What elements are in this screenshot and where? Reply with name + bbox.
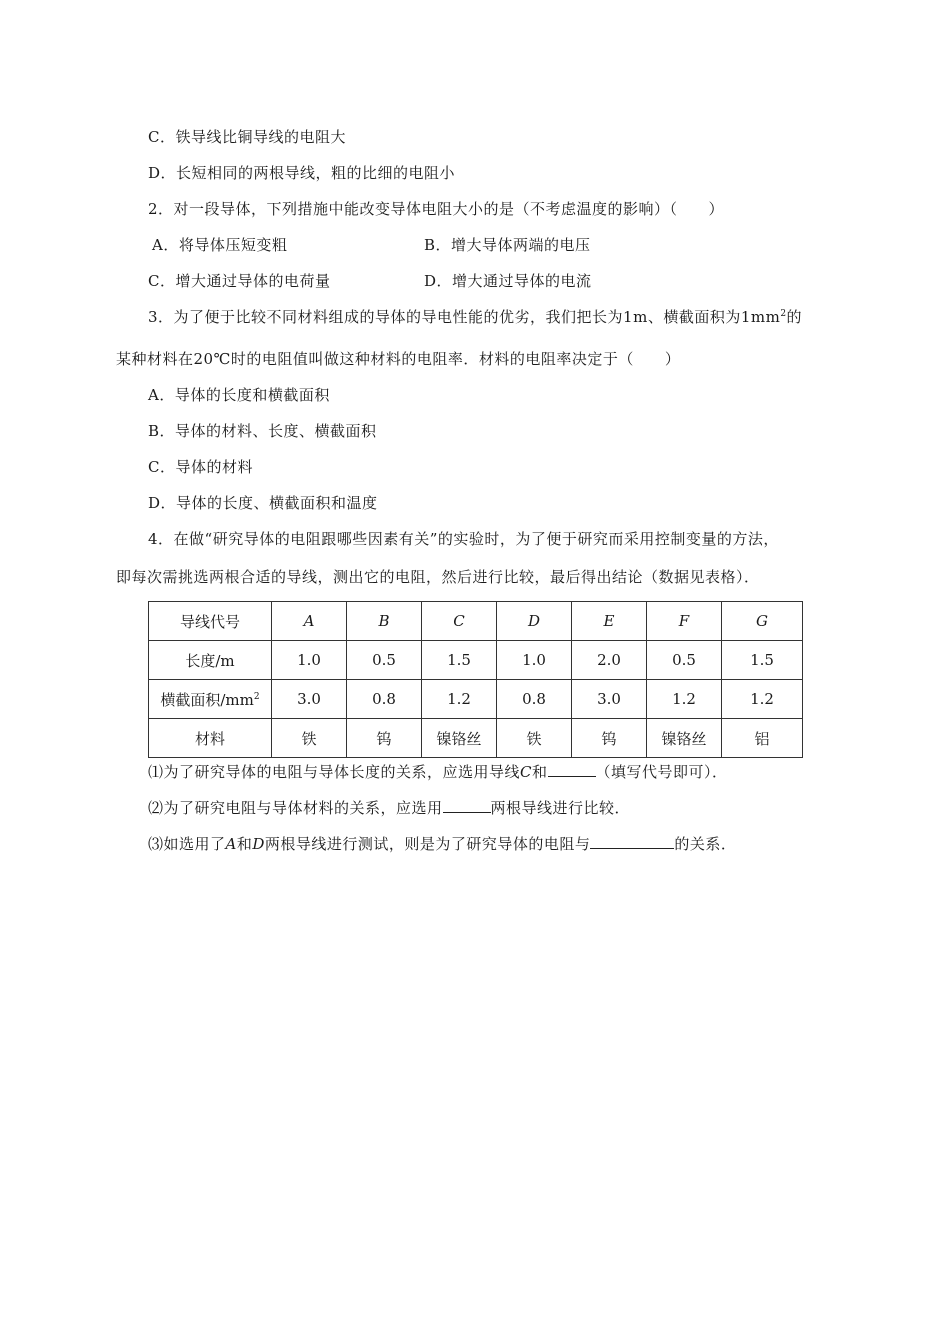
q4-sub3-text: ⑶如选用了 [148, 835, 226, 853]
table-cell: 0.5 [347, 641, 422, 680]
table-cell: 3.0 [572, 680, 647, 719]
table-cell: 铁 [497, 719, 572, 758]
area-label: 横截面积/mm [160, 690, 254, 709]
q4-sub3-wire-d: D [252, 835, 265, 853]
table-row-area [149, 680, 803, 719]
table-cell [149, 680, 272, 719]
table-cell: E [572, 602, 647, 641]
q4-sub1-text: ⑴为了研究导体的电阻与导体长度的关系，应选用导线 [148, 763, 521, 781]
area-label-superscript: 2 [253, 691, 260, 702]
table-cell: 钨 [572, 719, 647, 758]
q4-sub3-and: 和 [236, 835, 253, 853]
wire-data-table [148, 601, 803, 758]
q4-sub1-wire-c: C [520, 763, 532, 781]
q2-option-a: A．将导体压短变粗 [152, 236, 288, 254]
table-cell: 2.0 [572, 641, 647, 680]
table-cell: 3.0 [272, 680, 347, 719]
q4-sub1-and: 和 [532, 763, 548, 781]
q3-option-c: C．导体的材料 [148, 458, 253, 476]
table-row-length [149, 641, 803, 680]
q4-sub3-wire-a: A [225, 835, 237, 853]
table-cell: F [647, 602, 722, 641]
table-cell: 铝 [722, 719, 803, 758]
q4-sub2-text: ⑵为了研究电阻与导体材料的关系，应选用 [148, 799, 443, 817]
q4-sub2-answer-blank[interactable] [443, 798, 491, 813]
table-cell: 1.5 [722, 641, 803, 680]
table-cell: C [422, 602, 497, 641]
table-row-header [149, 602, 803, 641]
table-cell: D [497, 602, 572, 641]
q1-option-d: D．长短相同的两根导线，粗的比细的电阻小 [148, 164, 456, 182]
table-cell: 1.2 [422, 680, 497, 719]
q3-option-a: A．导体的长度和横截面积 [148, 386, 330, 404]
table-cell: 导线代号 [149, 602, 272, 641]
q4-sub2-end: 两根导线进行比较． [490, 799, 631, 817]
q4-sub3-text-mid: 两根导线进行测试，则是为了研究导体的电阻与 [264, 835, 591, 853]
q2-option-b: B．增大导体两端的电压 [424, 236, 591, 254]
table-cell: B [347, 602, 422, 641]
q3-stem-superscript: 2 [780, 309, 787, 319]
table-cell: 1.0 [272, 641, 347, 680]
table-cell: A [272, 602, 347, 641]
q4-sub1-answer-blank[interactable] [548, 762, 596, 777]
table-cell: 0.5 [647, 641, 722, 680]
table-cell: 长度/m [149, 641, 272, 680]
q4-sub3 [148, 834, 736, 854]
table-cell: 1.2 [647, 680, 722, 719]
q4-sub3-end: 的关系． [674, 835, 737, 853]
q4-stem-line1: 4．在做“研究导体的电阻跟哪些因素有关”的实验时，为了便于研究而采用控制变量的方法， [148, 530, 779, 548]
table-cell: 铁 [272, 719, 347, 758]
table-cell: 镍铬丝 [422, 719, 497, 758]
q4-sub3-answer-blank[interactable] [590, 834, 674, 849]
table-cell: 1.2 [722, 680, 803, 719]
table-cell: 1.0 [497, 641, 572, 680]
q3-option-d: D．导体的长度、横截面积和温度 [148, 494, 378, 512]
q3-option-b: B．导体的材料、长度、横截面积 [148, 422, 377, 440]
table-cell: 镍铬丝 [647, 719, 722, 758]
q3-stem-text-end: 的 [786, 308, 803, 326]
q4-sub2 [148, 798, 630, 818]
table-cell: G [722, 602, 803, 641]
q2-stem: 2．对一段导体，下列措施中能改变导体电阻大小的是（不考虑温度的影响）（ ） [148, 200, 725, 218]
table-cell: 0.8 [497, 680, 572, 719]
q2-option-c: C．增大通过导体的电荷量 [148, 272, 331, 290]
table-cell: 材料 [149, 719, 272, 758]
q3-stem-text: 3．为了便于比较不同材料组成的导体的导电性能的优劣，我们把长为1m、横截面积为1mm [148, 308, 781, 326]
q4-sub1 [148, 762, 728, 782]
q1-option-c: C．铁导线比铜导线的电阻大 [148, 128, 346, 146]
q3-stem-line2: 某种材料在20℃时的电阻值叫做这种材料的电阻率．材料的电阻率决定于（ ） [116, 350, 681, 368]
q4-sub1-end: （填写代号即可）． [595, 763, 728, 781]
table-cell: 钨 [347, 719, 422, 758]
table-cell: 1.5 [422, 641, 497, 680]
q2-option-d: D．增大通过导体的电流 [424, 272, 592, 290]
q4-stem-line2: 即每次需挑选两根合适的导线，测出它的电阻，然后进行比较，最后得出结论（数据见表格）． [116, 568, 760, 586]
table-cell: 0.8 [347, 680, 422, 719]
table-row-material [149, 719, 803, 758]
q3-stem-line1 [148, 307, 802, 327]
